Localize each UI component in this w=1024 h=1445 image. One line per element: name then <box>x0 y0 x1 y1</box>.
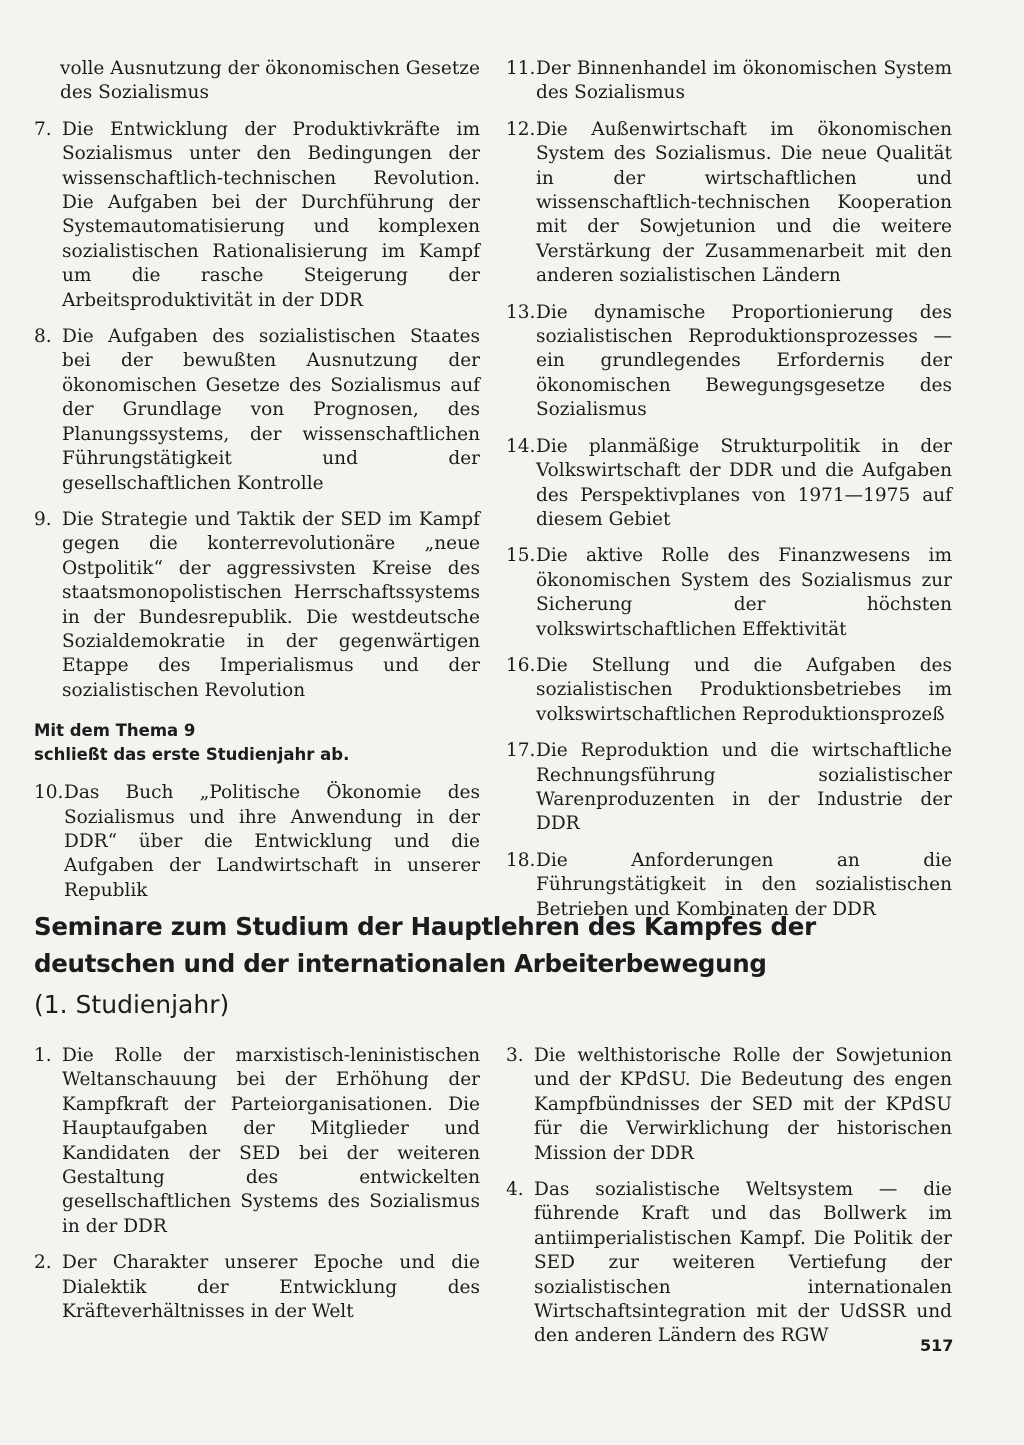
item-text: Die Strategie und Taktik der SED im Kampf gegen die konterrevolutionäre „neue Ostpolitik“ der aggressivsten Kreise des staatsmonopolistischen Herrschaftssystems in der Bundesrepublik. Die westdeutsche Sozialdemokratie in der gegenwärtigen Etappe des Imperialismus und der sozialistischen Revolution <box>62 508 480 701</box>
item-number: 7. <box>34 118 52 140</box>
item-text: Die Außenwirtschaft im ökonomischen System des Sozialismus. Die neue Qualität in der wirtschaftlichen und wissenschaftlich-technischen Kooperation mit der Sowjetunion und die weitere Verstärkung der Zusammenarbeit mit den anderen sozialistischen Ländern <box>536 118 952 287</box>
item-number: 1. <box>34 1045 52 1066</box>
section-title: Seminare zum Studium der Hauptlehren des Kampfes der deutschen und der internationalen Arbeiterbewegung <box>34 912 816 978</box>
item-number: 15. <box>506 545 536 567</box>
study-year-note <box>34 719 480 767</box>
item-text: Die Aufgaben des sozialistischen Staates bei der bewußten Ausnutzung der ökonomischen Gesetze des Sozialismus auf der Grundlage von Prognosen, des Planungssystems, der wissenschaftlichen Führungstätigkeit und der gesellschaftlichen Kontrolle <box>62 326 480 494</box>
item-number: 4. <box>506 1179 524 1201</box>
list-item <box>506 654 952 727</box>
list-item <box>506 739 952 837</box>
right-column-top <box>506 57 952 934</box>
item-text: Die Entwicklung der Produktivkräfte im Sozialismus unter den Bedingungen der wissenschaftlich-technischen Revolution. Die Aufgaben bei der Durchführung der Systemautomatisierung und komplexen sozialistischen Rationalisierung im Kampf um die rasche Steigerung der Arbeitsproduktivität in der DDR <box>62 118 480 311</box>
item-text: Die dynamische Proportionierung des sozialistischen Reproduktionsprozesses — ein grundlegendes Erfordernis der ökonomischen Bewegungsgesetze des Sozialismus <box>536 301 952 421</box>
item-number: 13. <box>506 301 536 323</box>
list-item <box>506 544 952 642</box>
item-number: 8. <box>34 326 52 348</box>
item-number: 18. <box>506 849 536 871</box>
section-subtitle: (1. Studienjahr) <box>34 990 230 1019</box>
list-item <box>34 1251 480 1324</box>
item-number: 3. <box>506 1045 524 1066</box>
item-text: Die Reproduktion und die wirtschaftliche Rechnungsführung sozialistischer Warenproduzenten in der Industrie der DDR <box>536 740 952 835</box>
item-number: 11. <box>506 58 536 79</box>
item-text: Der Binnenhandel im ökonomischen System des Sozialismus <box>536 58 952 104</box>
list-item <box>506 1044 952 1166</box>
left-column-top <box>34 57 480 915</box>
item-number: 12. <box>506 118 536 140</box>
note-line: schließt das erste Studienjahr ab. <box>34 745 350 765</box>
item-number: 14. <box>506 435 536 457</box>
continuation-text: volle Ausnutzung der ökonomischen Gesetze des Sozialismus <box>60 58 480 104</box>
list-item <box>506 301 952 423</box>
list-item <box>506 57 952 106</box>
list-item <box>34 781 480 903</box>
note-line: Mit dem Thema 9 <box>34 721 196 741</box>
list-item <box>506 435 952 533</box>
item-number: 2. <box>34 1252 52 1274</box>
left-column-bottom <box>34 1044 480 1336</box>
right-column-bottom <box>506 1044 952 1361</box>
item-text: Der Charakter unserer Epoche und die Dialektik der Entwicklung des Kräfteverhältnisses in der Welt <box>62 1252 480 1323</box>
item-text: Die planmäßige Strukturpolitik in der Volkswirtschaft der DDR und die Aufgaben des Perspektivplanes von 1971—1975 auf diesem Gebiet <box>536 435 952 530</box>
item-text: Die Anforderungen an die Führungstätigkeit in den sozialistischen Betrieben und Kombinaten der DDR <box>536 849 952 920</box>
item-number: 9. <box>34 508 52 530</box>
list-item <box>34 508 480 703</box>
list-item <box>506 118 952 289</box>
item-text: Das sozialistische Weltsystem — die führende Kraft und das Bollwerk im antiimperialistischen Kampf. Die Politik der SED zur weiteren Vertiefung der sozialistischen internationalen Wirtschaftsintegration mit der UdSSR und den anderen Ländern des RGW <box>534 1179 952 1347</box>
list-item <box>34 1044 480 1239</box>
list-item <box>506 1178 952 1349</box>
list-item <box>34 325 480 496</box>
item-number: 10. <box>34 782 64 804</box>
page-number: 517 <box>920 1336 954 1355</box>
item-text: Die Stellung und die Aufgaben des sozialistischen Produktionsbetriebes im volkswirtschaftlichen Reproduktionsprozeß <box>536 654 952 725</box>
item-text: Die Rolle der marxistisch-leninistischen Weltanschauung bei der Erhöhung der Kampfkraft der Parteiorganisationen. Die Hauptaufgaben der Mitglieder und Kandidaten der SED bei der weiteren Gestaltung des entwickelten gesellschaftlichen Systems des Sozialismus in der DDR <box>62 1045 480 1237</box>
item-text: Die aktive Rolle des Finanzwesens im ökonomischen System des Sozialismus zur Sicherung der höchsten volkswirtschaftlichen Effektivität <box>536 545 952 640</box>
item-number: 17. <box>506 740 536 762</box>
item-text: Die welthistorische Rolle der Sowjetunion und der KPdSU. Die Bedeutung des engen Kampfbündnisses der SED mit der KPdSU für die Verwirklichung der historischen Mission der DDR <box>534 1045 952 1164</box>
item-number: 16. <box>506 654 536 676</box>
list-item <box>34 118 480 313</box>
item-text: Das Buch „Politische Ökonomie des Sozialismus und ihre Anwendung in der DDR“ über die Entwicklung und die Aufgaben der Landwirtschaft in unserer Republik <box>64 782 480 901</box>
